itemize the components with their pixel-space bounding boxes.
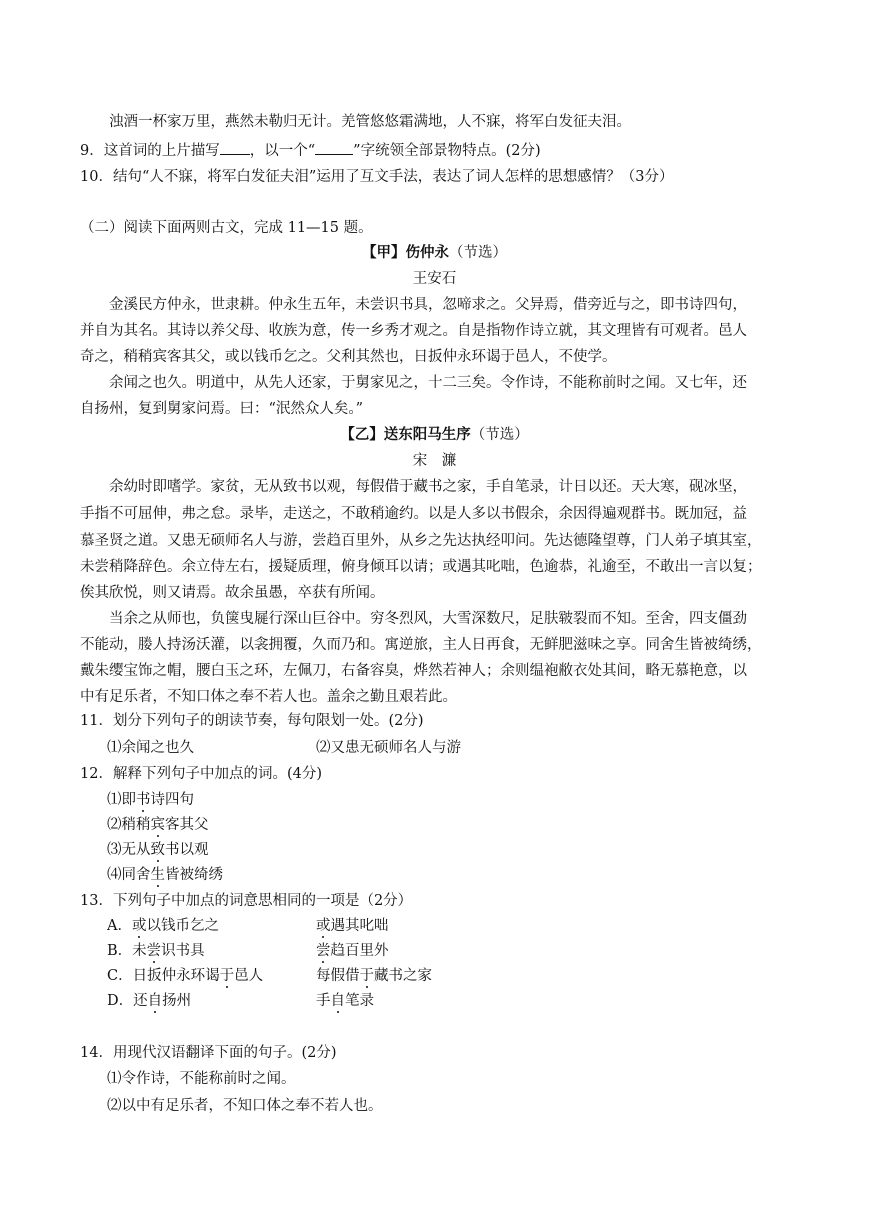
yi-line-5: 俟其欣悦，则又请焉。故余虽愚，卒获有所闻。 xyxy=(80,585,385,601)
q13-a-right-post: 遇其叱咄 xyxy=(330,918,389,934)
q13-d-right-dot: 自 xyxy=(330,993,345,1009)
q13-d-left-pre: D．还 xyxy=(107,993,148,1009)
q13-c-left-post: 邑人 xyxy=(234,968,264,984)
q12-item-3 xyxy=(107,840,209,860)
q12-item-3-pre: ⑶无从 xyxy=(107,842,151,858)
q12-item-2-post: 客其父 xyxy=(165,817,209,833)
q9-blank-1[interactable] xyxy=(220,140,250,155)
q13-d-right-pre: 手 xyxy=(316,993,331,1009)
q13-b-left-pre: B．未 xyxy=(107,943,147,959)
q13-option-d-right xyxy=(316,991,374,1011)
q13-b-right-post: 趋百里外 xyxy=(330,943,389,959)
q12-item-3-post: 书以观 xyxy=(165,842,209,858)
jia-title-note: （节选） xyxy=(449,245,507,261)
q9-blank-2[interactable] xyxy=(315,140,353,155)
yi-line-3: 慕圣贤之道。又患无硕师名人与游，尝趋百里外，从乡之先达执经叩问。先达德隆望尊，门人弟子填其室， xyxy=(80,533,762,549)
q12-item-4 xyxy=(107,865,223,885)
question-10: 10．结句“人不寐，将军白发征夫泪”运用了互文手法，表达了词人怎样的思想感情？（3分） xyxy=(80,169,674,185)
yi-line-9: 中有足乐者，不知口体之奉不若人也。盖余之勤且艰若此。 xyxy=(80,689,457,705)
q13-a-left-post: 以钱币乞之 xyxy=(146,918,219,934)
q13-option-b-left[interactable] xyxy=(107,941,205,961)
q13-c-left-dot: 于 xyxy=(219,968,235,984)
q13-c-left-pre: C．日扳仲永环谒 xyxy=(107,968,220,984)
q13-c-right-post: 藏书之家 xyxy=(374,968,432,984)
yi-line-1: 余幼时即嗜学。家贫，无从致书以观，每假借于藏书之家，手自笔录，计日以还。天大寒，砚冰坚， xyxy=(109,479,747,495)
q11-item-2: ⑵又患无硕师名人与游 xyxy=(316,740,461,756)
question-9 xyxy=(80,140,541,161)
jia-author: 王安石 xyxy=(412,271,457,287)
q13-option-a-right xyxy=(316,916,389,936)
q12-item-4-post: 皆被绮绣 xyxy=(165,867,223,883)
question-12: 12．解释下列句子中加点的词。(4分) xyxy=(80,766,322,782)
q12-item-1-post: 诗四句 xyxy=(150,792,194,808)
q9-text-a: 9．这首词的上片描写 xyxy=(80,143,220,159)
q12-item-4-dot: 生 xyxy=(150,867,165,883)
poem-tail: 浊酒一杯家万里，燕然未勒归无计。羌管悠悠霜满地，人不寐，将军白发征夫泪。 xyxy=(109,114,631,130)
yi-author: 宋 濂 xyxy=(412,453,457,469)
question-13: 13．下列句子中加点的词意思相同的一项是（2分） xyxy=(80,893,413,909)
yi-line-2: 手指不可屈伸，弗之怠。录毕，走送之，不敢稍逾约。以是人多以书假余，余因得遍观群书。既加冠，益 xyxy=(80,506,747,522)
yi-line-6: 当余之从师也，负箧曳屣行深山巨谷中。穷冬烈风，大雪深数尺，足肤皲裂而不知。至舍，四支僵劲 xyxy=(109,611,747,627)
q13-option-a-left[interactable] xyxy=(107,916,219,936)
q13-d-right-post: 笔录 xyxy=(345,993,374,1009)
q13-option-b-right xyxy=(316,941,389,961)
q13-d-left-dot: 自 xyxy=(147,993,163,1009)
q13-option-d-left[interactable] xyxy=(107,991,191,1011)
q12-item-4-pre: ⑷同舍 xyxy=(107,867,151,883)
q11-item-1: ⑴余闻之也久 xyxy=(107,740,194,756)
q13-a-left-pre: A． xyxy=(107,918,132,934)
q14-item-2: ⑵以中有足乐者，不知口体之奉不若人也。 xyxy=(107,1098,383,1114)
q13-d-left-post: 扬州 xyxy=(162,993,192,1009)
q13-b-right-dot: 尝 xyxy=(316,943,331,959)
yi-line-4: 未尝稍降辞色。余立侍左右，援疑质理，俯身倾耳以请；或遇其叱咄，色逾恭，礼逾至，不敢出一言以复； xyxy=(80,559,762,575)
q13-a-right-dot: 或 xyxy=(316,918,331,934)
q9-text-c: ”字统领全部景物特点。(2分) xyxy=(353,143,541,159)
q12-item-1-pre: ⑴即 xyxy=(107,792,136,808)
yi-title xyxy=(0,425,869,445)
q13-c-right-pre: 每假借 xyxy=(316,968,360,984)
q13-option-c-left[interactable] xyxy=(107,966,263,986)
q14-item-1: ⑴令作诗，不能称前时之闻。 xyxy=(107,1071,296,1087)
jia-line-5: 自扬州，复到舅家问焉。曰：“泯然众人矣。” xyxy=(80,401,364,417)
yi-title-main: 【乙】送东阳马生序 xyxy=(340,426,471,443)
jia-line-4: 余闻之也久。明道中，从先人还家，于舅家见之，十二三矣。令作诗，不能称前时之闻。又七年，还 xyxy=(109,375,747,391)
q12-item-1 xyxy=(107,790,194,810)
jia-line-3: 奇之，稍稍宾客其父，或以钱币乞之。父利其然也，日扳仲永环谒于邑人，不使学。 xyxy=(80,349,617,365)
question-14: 14．用现代汉语翻译下面的句子。(2分) xyxy=(80,1045,337,1061)
q12-item-2-pre: ⑵稍稍 xyxy=(107,817,151,833)
yi-line-7: 不能动，媵人持汤沃灌，以衾拥覆，久而乃和。寓逆旅，主人日再食，无鲜肥滋味之享。同舍生皆被绮绣， xyxy=(80,637,762,653)
q13-c-right-dot: 于 xyxy=(359,968,374,984)
q9-text-b: ，以一个“ xyxy=(249,143,316,159)
jia-line-2: 并自为其名。其诗以养父母、收族为意，传一乡秀才观之。自是指物作诗立就，其文理皆有可观者。邑人 xyxy=(80,323,747,339)
jia-title-main: 【甲】伤仲永 xyxy=(362,244,449,261)
q12-item-2 xyxy=(107,815,209,835)
q13-b-left-post: 识书具 xyxy=(161,943,205,959)
question-11: 11．划分下列句子的朗读节奏，每句限划一处。(2分) xyxy=(80,713,424,729)
yi-line-8: 戴朱缨宝饰之帽，腰白玉之环，左佩刀，右备容臭，烨然若神人；余则缊袍敝衣处其间，略无慕艳意，以 xyxy=(80,663,747,679)
q12-item-3-dot: 致 xyxy=(150,842,165,858)
q13-a-left-dot: 或 xyxy=(131,918,147,934)
jia-line-1: 金溪民方仲永，世隶耕。仲永生五年，未尝识书具，忽啼求之。父异焉，借旁近与之，即书诗四句， xyxy=(109,297,747,313)
jia-title xyxy=(0,243,869,263)
q12-item-1-dot: 书 xyxy=(136,792,151,808)
section-heading: （二）阅读下面两则古文，完成 11—15 题。 xyxy=(80,220,373,236)
q12-item-2-dot: 宾 xyxy=(150,817,165,833)
yi-title-note: （节选） xyxy=(470,427,529,443)
q13-b-left-dot: 尝 xyxy=(146,943,162,959)
q13-option-c-right xyxy=(316,966,432,986)
